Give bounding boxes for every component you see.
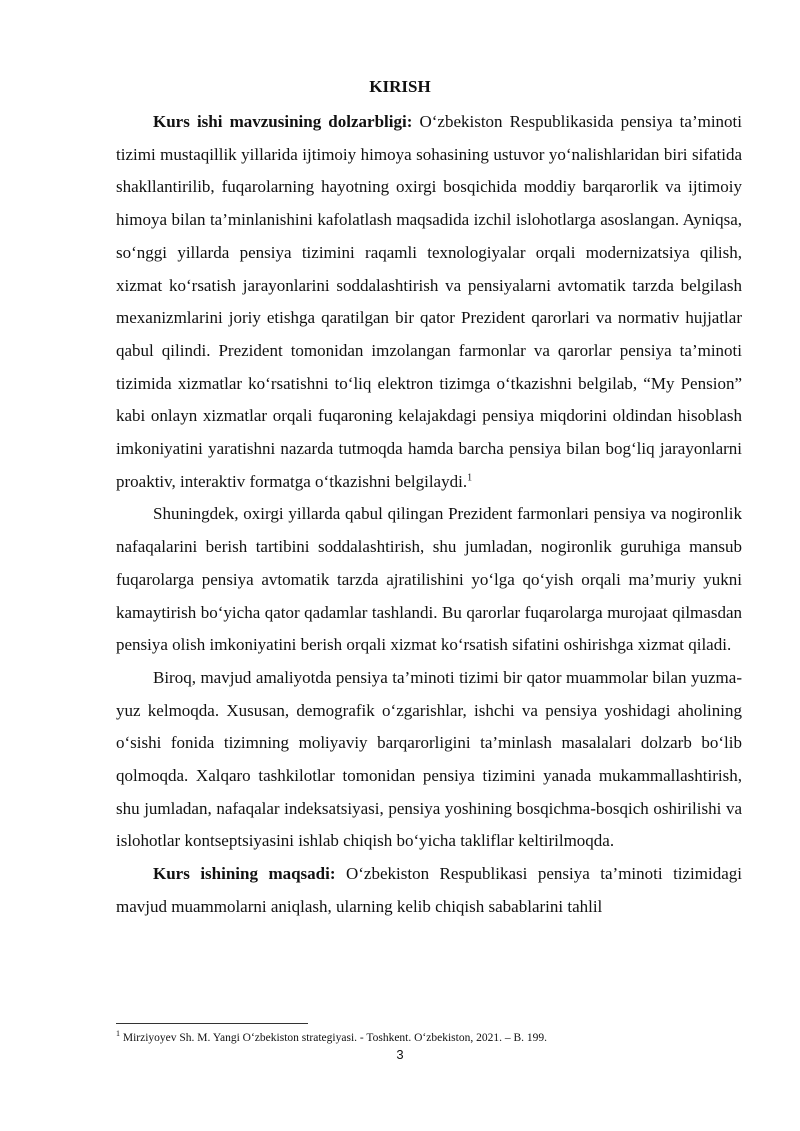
page-title: KIRISH [369,77,431,96]
paragraph-goal [116,858,742,923]
body-text [116,106,742,924]
paragraph-text: O‘zbekiston Respublikasi pensiya ta’minoti tizimidagi mavjud muammolarni aniqlash, ularning kelib chiqish sabablarini tahlil [116,864,742,916]
footnote-marker: 1 [116,1029,120,1039]
page-number: 3 [396,1047,404,1062]
paragraph-text: O‘zbekiston Respublikasida pensiya ta’minoti tizimi mustaqillik yillarida ijtimoiy himoya sohasining ustuvor yo‘nalishlaridan biri sifatida shakllantirilib, fuqarolarning hayotning oxirgi bosqichida moddiy barqarorlik va ijtimoiy himoya bilan ta’minlanishini kafolatlash maqsadida izchil islohotlarga asoslangan. Ayniqsa, so‘nggi yillarda pensiya tizimini raqamli texnologiyalar orqali modernizatsiya qilish, xizmat ko‘rsatish jarayonlarini soddalashtirish va pensiyalarni avtomatik tarzda belgilash mexanizmlarini joriy etishga qaratilgan bir qator Prezident qarorlari va normativ hujjatlar qabul qilindi. Prezident tomonidan imzolangan farmonlar va qarorlar pensiya ta’minoti tizimida xizmatlar ko‘rsatishni to‘liq elektron tizimga o‘tkazishni belgilab, “My Pension” kabi onlayn xizmatlar orqali fuqaroning kelajakdagi pensiya miqdorini oldindan hisoblash imkoniyatini yaratishni nazarda tutmoqda hamda barcha pensiya bilan bog‘liq jarayonlarni proaktiv, interaktiv formatga o‘tkazishni belgilaydi. [116,112,742,491]
footnote [116,1031,742,1045]
paragraph-problems [116,662,742,858]
paragraph-decrees [116,498,742,662]
footnote-reference[interactable]: 1 [467,472,473,484]
paragraph-lead: Kurs ishining maqsadi: [153,864,336,884]
paragraph-text: Biroq, mavjud amaliyotda pensiya ta’minoti tizimi bir qator muammolar bilan yuzma-yuz kelmoqda. Xususan, demografik o‘zgarishlar, ishchi va pensiya yoshidagi aholining o‘sishi fonida tizimning moliyaviy barqarorligini ta’minlash masalalari dolzarb bo‘lib qolmoqda. Xalqaro tashkilotlar tomonidan pensiya tizimini yanada mukammallashtirish, shu jumladan, nafaqalar indeksatsiyasi, pensiya yoshining bosqichma-bosqich oshirilishi va islohotlar kontseptsiyasini ishlab chiqish bo‘yicha takliflar keltirilmoqda. [116,667,742,851]
footnote-divider [116,1023,308,1024]
paragraph-relevance [116,106,742,498]
paragraph-text: Shuningdek, oxirgi yillarda qabul qilingan Prezident farmonlari pensiya va nogironlik nafaqalarini berish tartibini soddalashtirish, shu jumladan, nogironlik guruhiga mansub fuqarolarga pensiya avtomatik tarzda ajratilishini yo‘lga qo‘yish orqali ma’muriy yukni kamaytirish bo‘yicha qator qadamlar tashlandi. Bu qarorlar fuqarolarga murojaat qilmasdan pensiya olish imkoniyatini berish orqali xizmat ko‘rsatish sifatini oshirishga xizmat qiladi. [116,504,742,655]
paragraph-lead: Kurs ishi mavzusining dolzarbligi: [153,112,413,131]
footnote-text: Mirziyoyev Sh. M. Yangi O‘zbekiston strategiyasi. - Toshkent. O‘zbekiston, 2021. – B. 199. [120,1032,548,1044]
